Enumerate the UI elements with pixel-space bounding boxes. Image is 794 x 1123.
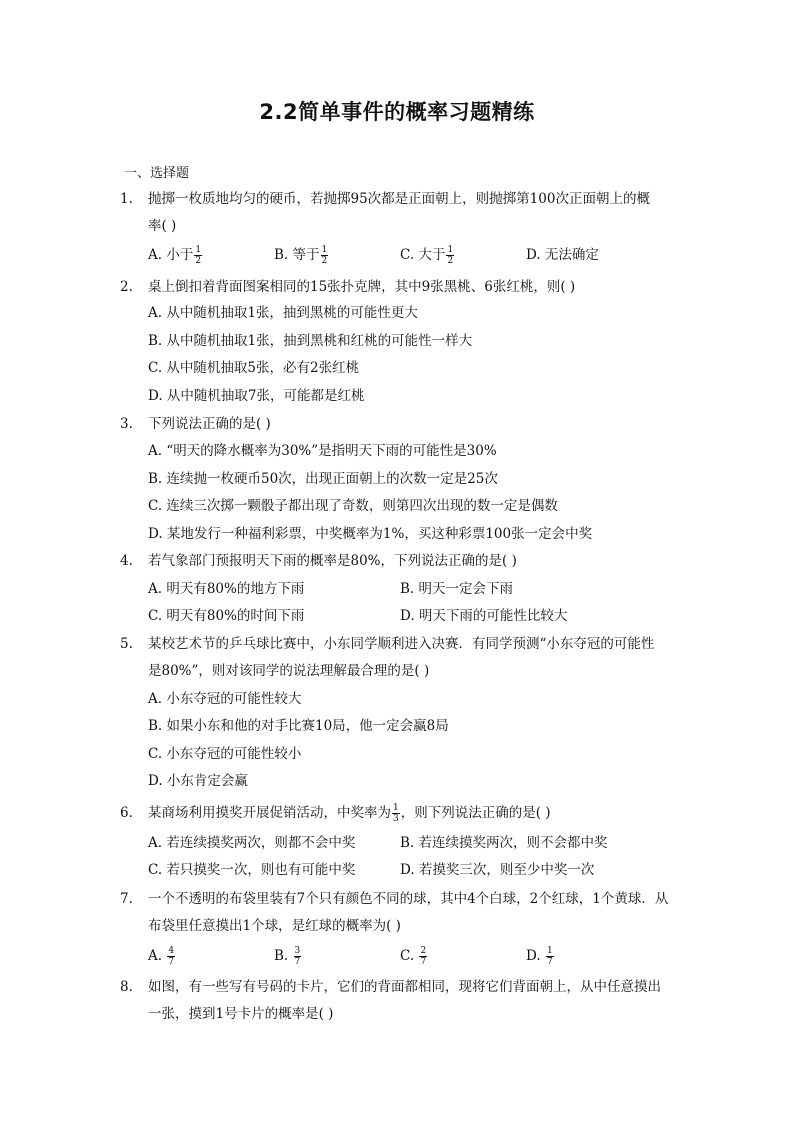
question-number: 7. — [120, 891, 133, 907]
question-6 — [120, 800, 690, 827]
option-d: D. 某地发行一种福利彩票，中奖概率为1%，买这种彩票100张一定会中奖 — [148, 526, 593, 542]
option-d: D. 明天下雨的可能性比较大 — [400, 608, 568, 624]
option-b: B. 从中随机抽取1张，抽到黑桃和红桃的可能性一样大 — [148, 333, 473, 349]
question-stem-line: 若气象部门预报明天下雨的概率是80%，下列说法正确的是( ) — [148, 553, 517, 569]
option-c: C. 大于 $\frac{1}{2}$ — [400, 245, 454, 266]
question-number: 4. — [120, 553, 133, 569]
option-a: A. “明天的降水概率为30%”是指明天下雨的可能性是30% — [148, 443, 497, 459]
question-number: 5. — [120, 636, 133, 652]
fraction: $\frac{1}{2}$ — [447, 245, 454, 266]
question-number: 6. — [120, 805, 133, 821]
option-d: D. 从中随机抽取7张，可能都是红桃 — [148, 388, 365, 404]
question-number: 2. — [120, 279, 133, 295]
question-number: 1. — [120, 191, 133, 207]
option-c: C. 小东夺冠的可能性较小 — [148, 746, 302, 762]
fraction: $\frac{1}{3}$ — [393, 803, 399, 824]
option-a: A. 小东夺冠的可能性较大 — [148, 691, 302, 707]
question-stem-line: 某商场利用摸奖开展促销活动，中奖率为 $\frac{1}{3}$ ，则下列说法正确的是( ) — [148, 803, 551, 824]
question-stem-line: 布袋里任意摸出1个球，是红球的概率为( ) — [148, 918, 401, 934]
option-c: C. 连续三次掷一颗骰子都出现了奇数，则第四次出现的数一定是偶数 — [148, 498, 558, 514]
option-a: A. 从中随机抽取1张，抽到黑桃的可能性更大 — [148, 305, 418, 321]
section-heading: 一、选择题 — [124, 166, 190, 181]
question-stem-line: 一个不透明的布袋里装有7个只有颜色不同的球，其中4个白球，2个红球，1个黄球．从 — [148, 891, 669, 907]
question-2 — [120, 274, 690, 301]
question-stem-line: 率( ) — [148, 218, 177, 234]
question-stem-line: 一张，摸到1号卡片的概率是( ) — [148, 1006, 334, 1022]
question-number: 3. — [120, 416, 133, 432]
question-stem-line: 抛掷一枚质地均匀的硬币，若抛掷95次都是正面朝上，则抛掷第100次正面朝上的概 — [148, 191, 650, 207]
option-c: C. 明天有80%的时间下雨 — [148, 608, 305, 624]
option-a: A. 小于 $\frac{1}{2}$ — [148, 245, 202, 266]
question-stem-line: 如图，有一些写有号码的卡片，它们的背面都相同，现将它们背面朝上，从中任意摸出 — [148, 979, 661, 995]
question-1 — [120, 186, 690, 240]
option-a: A. $\frac{4}{7}$ — [148, 946, 175, 967]
question-4 — [120, 548, 690, 575]
question-3 — [120, 411, 690, 438]
question-5 — [120, 631, 690, 685]
option-c: C. $\frac{2}{7}$ — [400, 946, 427, 967]
option-b: B. 如果小东和他的对手比赛10局，他一定会赢8局 — [148, 718, 449, 734]
question-stem-line: 桌上倒扣着背面图案相同的15张扑克牌，其中9张黑桃、6张红桃，则( ) — [148, 279, 576, 295]
question-stem-line: 某校艺术节的乒乓球比赛中，小东同学顺利进入决赛．有同学预测“小东夺冠的可能性 — [148, 636, 655, 652]
option-d: D. 若摸奖三次，则至少中奖一次 — [400, 862, 595, 878]
option-a: A. 明天有80%的地方下雨 — [148, 581, 305, 597]
option-b: B. 若连续摸奖两次，则不会都中奖 — [400, 835, 608, 851]
option-c: C. 若只摸奖一次，则也有可能中奖 — [148, 862, 356, 878]
fraction: $\frac{4}{7}$ — [168, 946, 175, 967]
fraction: $\frac{1}{2}$ — [195, 245, 202, 266]
fraction: $\frac{1}{7}$ — [546, 946, 553, 967]
question-stem-line: 下列说法正确的是( ) — [148, 416, 271, 432]
option-c: C. 从中随机抽取5张，必有2张红桃 — [148, 360, 360, 376]
option-d: D. 无法确定 — [526, 247, 599, 263]
fraction: $\frac{1}{2}$ — [321, 245, 328, 266]
option-b: B. 等于 $\frac{1}{2}$ — [274, 245, 328, 266]
question-stem-line: 是80%”，则对该同学的说法理解最合理的是( ) — [148, 663, 430, 679]
option-d: D. $\frac{1}{7}$ — [526, 946, 553, 967]
fraction: $\frac{2}{7}$ — [420, 946, 427, 967]
option-b: B. 连续抛一枚硬币50次，出现正面朝上的次数一定是25次 — [148, 471, 498, 487]
option-a: A. 若连续摸奖两次，则都不会中奖 — [148, 835, 356, 851]
question-8 — [120, 974, 690, 1028]
option-b: B. $\frac{3}{7}$ — [274, 946, 301, 967]
option-d: D. 小东肯定会赢 — [148, 773, 248, 789]
page-title: 2.2简单事件的概率习题精练 — [259, 100, 535, 124]
question-7 — [120, 886, 690, 940]
question-number: 8. — [120, 979, 133, 995]
option-b: B. 明天一定会下雨 — [400, 581, 514, 597]
fraction: $\frac{3}{7}$ — [294, 946, 301, 967]
